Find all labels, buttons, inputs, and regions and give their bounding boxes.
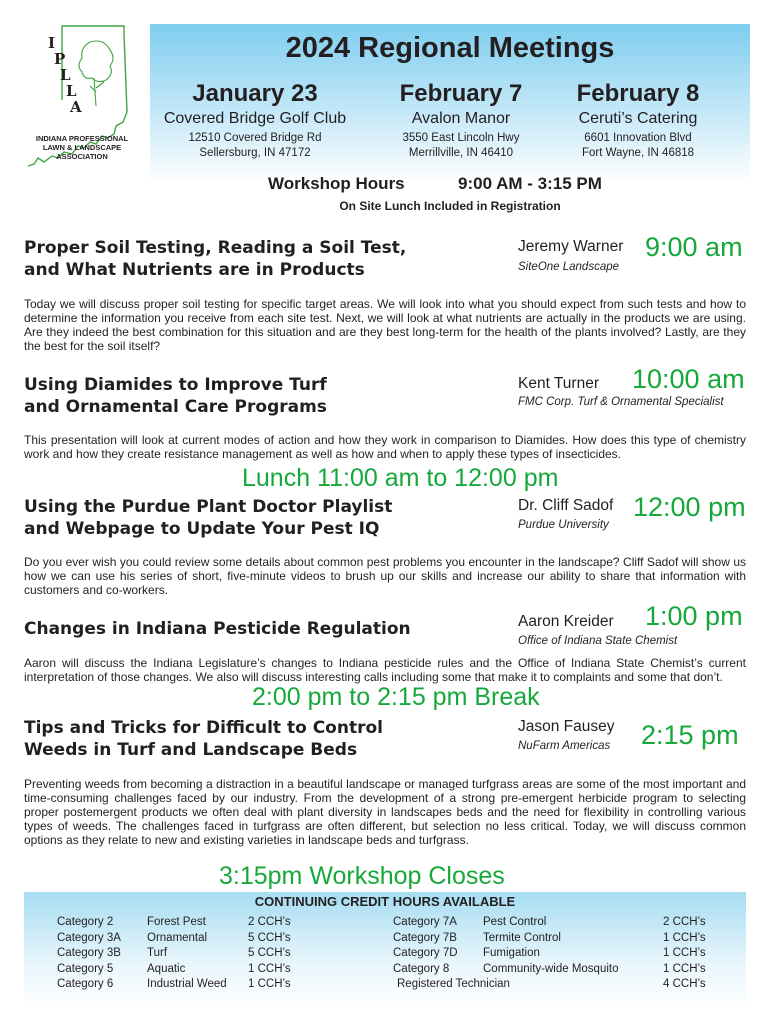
credits-right-names <box>483 915 619 977</box>
credit-category: Category 7A <box>393 916 457 928</box>
credit-hours: 1 CCH’s <box>663 947 706 959</box>
speaker-name: Aaron Kreider <box>518 613 614 630</box>
session-title-line: Changes in Indiana Pesticide Regulation <box>24 619 411 639</box>
logo-org-line: LAWN & LANDSCAPE <box>42 143 122 152</box>
credit-hours: 5 CCH’s <box>248 931 291 944</box>
workshop-closing: 3:15pm Workshop Closes <box>219 862 505 890</box>
credits-right-hours <box>663 915 706 993</box>
credit-category: Category 8 <box>393 962 450 975</box>
meeting-address-line1: 3550 East Lincoln Hwy <box>402 132 520 144</box>
speaker-name: Jason Fausey <box>518 718 615 735</box>
meeting-february-8 <box>538 80 738 161</box>
logo-letter-4: L <box>66 82 77 100</box>
workshop-hours-label: Workshop Hours <box>268 174 405 193</box>
speaker-org: Purdue University <box>518 519 609 531</box>
speaker-org: Office of Indiana State Chemist <box>518 635 678 647</box>
credit-hours: 2 CCH’s <box>248 916 291 928</box>
credit-name: Termite Control <box>483 931 561 944</box>
logo-org-line: INDIANA PROFESSIONAL <box>35 134 129 143</box>
session-description: Preventing weeds from becoming a distraction in a beautiful landscape or managed turfgrass areas are some of the most important and time-consuming challenges faced by our industry. From the development of a strong pre-emergent herbicide program to selecting proper postemergent products we often deal with plant diversity in landscapes beds and the need for flexibility in controlling various types of weeds. The challenges faced in turfgrass are often different, but selection no less critical. Today, we will discuss common options as they relate to new and existing varieties in landscape beds and turfgrass. <box>24 777 746 847</box>
credit-name: Aquatic <box>147 962 186 975</box>
credit-name: Industrial Weed <box>147 978 227 990</box>
session-description: Today we will discuss proper soil testing for specific target areas. We will look into what you should expect from such tests and how to determine the information you receive from each site test. Next, we will look at what nutrients are actually in the products we are using. Are they indeed the best combination for this situation and are they best long-term for the health of the plants involved? Lastly, are they the best for the soil itself? <box>24 297 746 353</box>
logo-letter-3: L <box>60 66 71 84</box>
session-description: Do you ever wish you could review some details about common pest problems you encounter in the landscape? Cliff Sadof will show us how we can use his series of short, five-minute videos to brush up our skills and increase our ability to share that information with customers and co-workers. <box>24 555 746 597</box>
session-title <box>24 618 411 640</box>
session-title-line: and What Nutrients are in Products <box>24 260 365 280</box>
credit-name: Community-wide Mosquito <box>483 962 619 975</box>
credit-category: Category 7D <box>393 947 458 959</box>
credit-category: Registered Technician <box>397 978 510 990</box>
speaker-name: Kent Turner <box>518 375 599 392</box>
meeting-venue: Ceruti’s Catering <box>578 110 698 127</box>
session-time: 1:00 pm <box>645 601 743 631</box>
session-description: This presentation will look at current modes of action and how they work in comparison to Diamides. How does this type of chemistry work and how they create resistance management as well as how and when to apply these types of insecticides. <box>24 433 746 461</box>
credit-hours: 5 CCH’s <box>248 947 291 959</box>
credit-hours: 2 CCH’s <box>663 916 706 928</box>
logo-letter-1: I <box>48 34 56 52</box>
credit-hours: 4 CCH’s <box>663 978 706 990</box>
credit-category: Category 7B <box>393 931 457 944</box>
meeting-address-line2: Merrillville, IN 46410 <box>408 147 514 159</box>
credits-heading: CONTINUING CREDIT HOURS AVAILABLE <box>254 894 516 909</box>
meeting-january <box>155 80 355 161</box>
credit-hours: 1 CCH’s <box>663 962 706 975</box>
session-title-line: and Ornamental Care Programs <box>24 397 327 417</box>
speaker-name: Dr. Cliff Sadof <box>518 497 614 514</box>
credit-category: Category 6 <box>57 978 114 990</box>
session-time: 9:00 am <box>645 232 743 262</box>
session-title <box>24 237 406 281</box>
meeting-february-7 <box>361 80 561 161</box>
session-title-line: Tips and Tricks for Difficult to Control <box>24 718 383 738</box>
credits-left-names <box>147 915 227 993</box>
credit-name: Ornamental <box>147 931 208 944</box>
credit-category: Category 2 <box>57 916 114 928</box>
logo-letter-5: A <box>70 98 82 116</box>
meeting-venue: Covered Bridge Golf Club <box>163 110 347 127</box>
page-title: 2024 Regional Meetings <box>285 32 615 64</box>
meeting-date: February 8 <box>576 80 700 107</box>
session-title-line: Using the Purdue Plant Doctor Playlist <box>24 497 393 517</box>
credit-hours: 1 CCH’s <box>248 978 291 990</box>
credit-hours: 1 CCH’s <box>248 962 291 975</box>
credits-left-categories <box>57 915 121 993</box>
session-title <box>24 374 327 418</box>
session-title-line: and Webpage to Update Your Pest IQ <box>24 519 380 539</box>
session-title-line: Proper Soil Testing, Reading a Soil Test, <box>24 238 407 258</box>
session-title <box>24 717 383 761</box>
credits-left-hours <box>248 915 291 993</box>
credit-name: Turf <box>147 947 168 959</box>
credit-name: Pest Control <box>483 916 547 928</box>
speaker-name: Jeremy Warner <box>518 238 624 255</box>
logo-org-line: ASSOCIATION <box>56 152 108 161</box>
session-title-line: Weeds in Turf and Landscape Beds <box>24 740 358 760</box>
credit-category: Category 3A <box>57 931 121 944</box>
lunch-break: Lunch 11:00 am to 12:00 pm <box>242 464 559 492</box>
session-time: 2:15 pm <box>641 720 739 750</box>
credit-category: Category 3B <box>57 947 121 959</box>
credit-category: Category 5 <box>57 962 114 975</box>
meeting-address-line2: Sellersburg, IN 47172 <box>199 147 311 159</box>
workshop-hours-value: 9:00 AM - 3:15 PM <box>458 174 602 193</box>
meeting-date: February 7 <box>399 80 523 107</box>
afternoon-break: 2:00 pm to 2:15 pm Break <box>252 683 540 711</box>
session-time: 10:00 am <box>632 364 745 394</box>
speaker-org: NuFarm Americas <box>518 740 611 752</box>
speaker-org: SiteOne Landscape <box>518 261 620 273</box>
meeting-date: January 23 <box>192 80 318 107</box>
session-title <box>24 496 392 540</box>
logo-org-name <box>22 134 142 161</box>
credit-name: Fumigation <box>483 947 540 959</box>
lunch-note: On Site Lunch Included in Registration <box>339 199 561 213</box>
meeting-address-line2: Fort Wayne, IN 46818 <box>581 147 695 159</box>
credit-name: Forest Pest <box>147 916 206 928</box>
credit-hours: 1 CCH’s <box>663 931 706 944</box>
session-time: 12:00 pm <box>633 492 746 522</box>
speaker-org: FMC Corp. Turf & Ornamental Specialist <box>518 396 724 408</box>
session-description: Aaron will discuss the Indiana Legislature’s changes to Indiana pesticide rules and the Office of Indiana State Chemist’s current interpretation of those changes. We also will discuss interesting calls including some that make it to complaints and some that don’t. <box>24 656 746 684</box>
meeting-address-line1: 6601 Innovation Blvd <box>584 132 692 144</box>
meeting-address-line1: 12510 Covered Bridge Rd <box>188 132 322 144</box>
session-title-line: Using Diamides to Improve Turf <box>24 375 327 395</box>
credits-band <box>24 892 746 1010</box>
meeting-venue: Avalon Manor <box>411 110 511 127</box>
logo-letter-2: P <box>54 50 66 68</box>
